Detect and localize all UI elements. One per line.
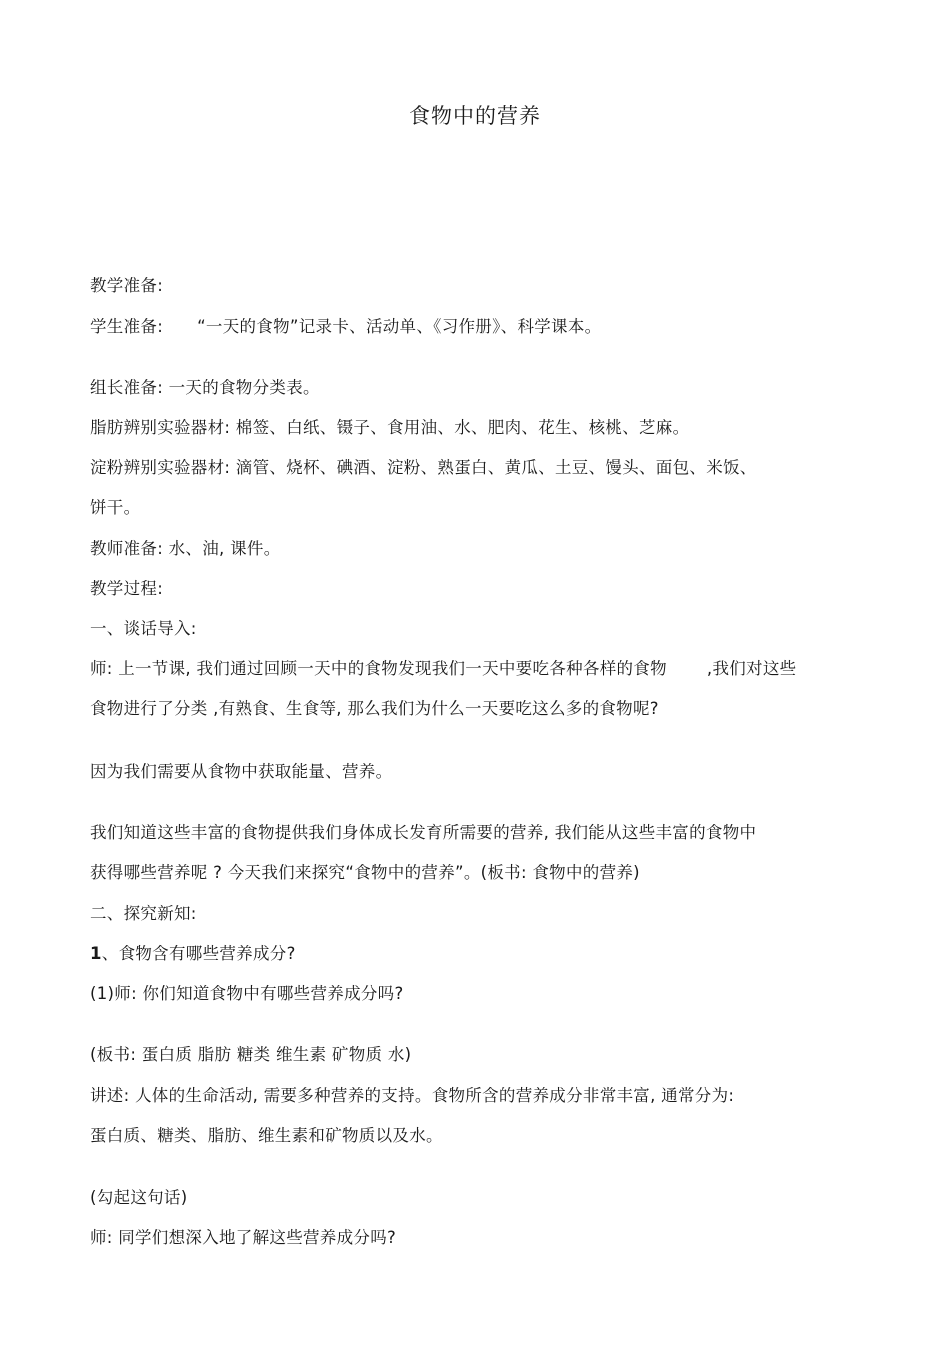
board-notes: (板书: 蛋白质 脂肪 糖类 维生素 矿物质 水) <box>90 1045 412 1064</box>
student-prep-label: 学生准备: <box>90 317 164 336</box>
starch-materials-continued: 饼干。 <box>90 498 141 517</box>
paragraph-line: 我们知道这些丰富的食物提供我们身体成长发育所需要的营养, 我们能从这些丰富的食物中 <box>90 823 757 842</box>
teacher-prep: 教师准备: 水、油, 课件。 <box>90 539 281 558</box>
question-line: (1)师: 你们知道食物中有哪些营养成分吗? <box>90 984 404 1003</box>
paragraph-line: 食物进行了分类 ,有熟食、生食等, 那么我们为什么一天要吃这么多的食物呢? <box>90 699 659 718</box>
paragraph-line: (勾起这句话) <box>90 1188 188 1207</box>
paragraph-line: 师: 同学们想深入地了解这些营养成分吗? <box>90 1228 397 1247</box>
document-title: 食物中的营养 <box>409 104 541 128</box>
teaching-prep-heading: 教学准备: <box>90 276 164 295</box>
fat-experiment-materials: 脂肪辨别实验器材: 棉签、白纸、镊子、食用油、水、肥肉、花生、核桃、芝麻。 <box>90 418 690 437</box>
paragraph-line: 因为我们需要从食物中获取能量、营养。 <box>90 762 393 781</box>
subsection-title: 、食物含有哪些营养成分? <box>101 944 296 963</box>
teacher-speech-part1: 师: 上一节课, 我们通过回顾一天中的食物发现我们一天中要吃各种各样的食物 <box>90 659 667 678</box>
paragraph-line <box>90 655 796 679</box>
paragraph-line: 蛋白质、糖类、脂肪、维生素和矿物质以及水。 <box>90 1126 443 1145</box>
subsection-number: 1 <box>90 944 102 963</box>
section-two-heading: 二、探究新知: <box>90 904 197 923</box>
student-prep-items: “一天的食物”记录卡、活动单、《习作册》、科学课本。 <box>197 317 602 336</box>
subsection-heading <box>90 940 296 964</box>
teaching-process-heading: 教学过程: <box>90 579 164 598</box>
paragraph-line: 获得哪些营养呢 ? 今天我们来探究“食物中的营养”。(板书: 食物中的营养) <box>90 863 640 882</box>
student-prep-line <box>90 313 601 337</box>
starch-experiment-materials: 淀粉辨别实验器材: 滴管、烧杯、碘酒、淀粉、熟蛋白、黄瓜、土豆、馒头、面包、米饭、 <box>90 458 757 477</box>
teacher-speech-part2: ,我们对这些 <box>706 659 797 678</box>
group-leader-prep: 组长准备: 一天的食物分类表。 <box>90 378 320 397</box>
paragraph-line: 讲述: 人体的生命活动, 需要多种营养的支持。食物所含的营养成分非常丰富, 通常分为: <box>90 1086 735 1105</box>
section-one-heading: 一、谈话导入: <box>90 619 197 638</box>
